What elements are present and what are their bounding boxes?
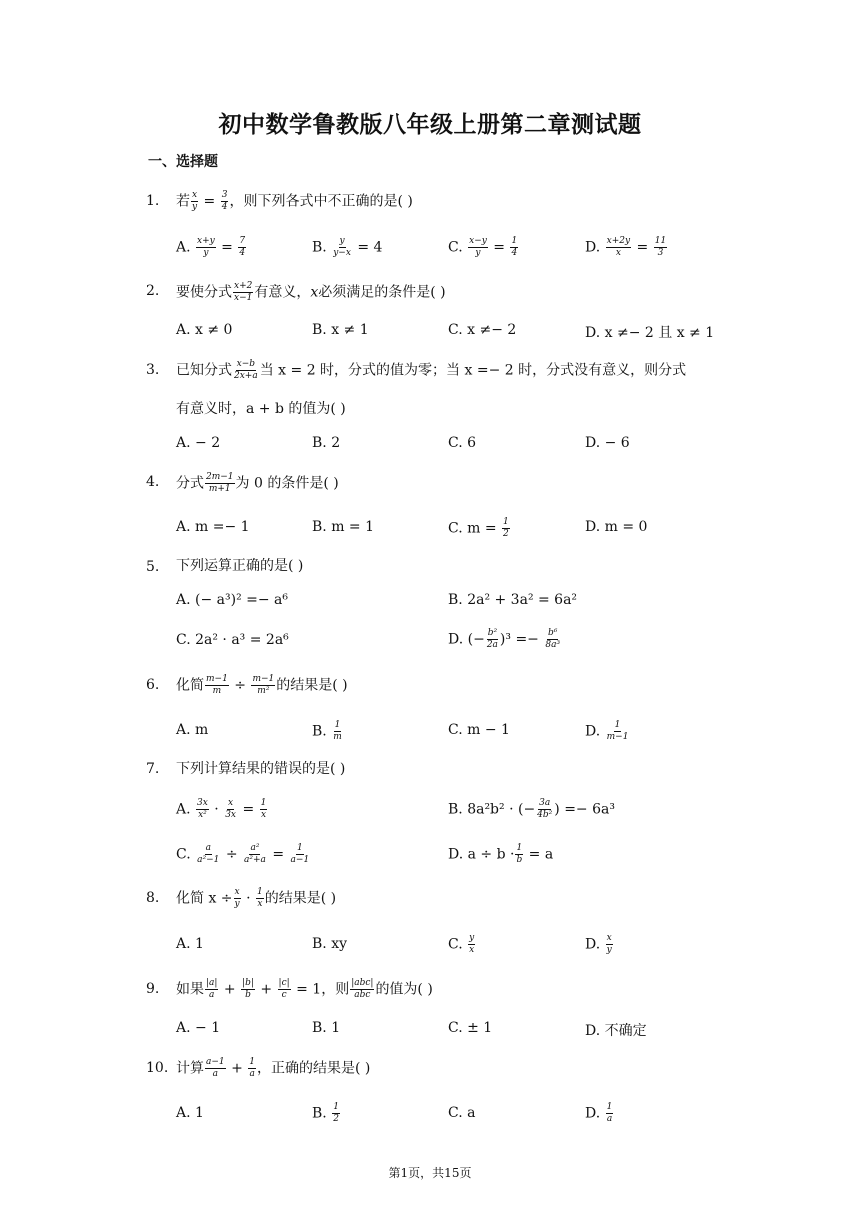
option-a[interactable]: A. (− a³)² =− a⁶	[176, 592, 289, 608]
question-number: 8.	[146, 890, 160, 906]
option-d[interactable]: D. $\frac{x+2y}{x}$ = $\frac{11}{3}$	[585, 236, 667, 258]
option-c[interactable]: C. ± 1	[448, 1020, 493, 1036]
option-d[interactable]: D. $\frac{1}{a}$	[585, 1102, 613, 1124]
option-a[interactable]: A. $\frac{x+y}{y}$ = $\frac{7}{4}$	[176, 236, 246, 258]
option-b[interactable]: B. xy	[312, 936, 347, 952]
option-b[interactable]: B. 2a² + 3a² = 6a²	[448, 592, 578, 608]
question-number: 4.	[146, 474, 160, 490]
option-b[interactable]: B. $\frac{y}{y-x}$ = 4	[312, 236, 383, 258]
option-b[interactable]: B. m = 1	[312, 519, 375, 535]
question-number: 9.	[146, 981, 160, 997]
option-c[interactable]: C. $\frac{y}{x}$	[448, 933, 475, 955]
question-stem: 化简 x ÷ $\frac{x}{y}$ · $\frac{1}{x}$ 的结果是( )	[176, 887, 337, 909]
option-c[interactable]: C. m = $\frac{1}{2}$	[448, 517, 509, 539]
question-number: 2.	[146, 283, 160, 299]
question-number: 1.	[146, 193, 160, 209]
option-d[interactable]: D. m = 0	[585, 519, 648, 535]
question-stem: 要使分式 $\frac{x+2}{x-1}$ 有意义，x必须满足的条件是( )	[176, 281, 446, 303]
option-a[interactable]: A. $\frac{3x}{\text{x²}}$ · $\frac{x}{3x}$ = $\frac{1}{x}$	[176, 798, 267, 820]
option-d[interactable]: D. − 6	[585, 435, 630, 451]
question-number: 5.	[146, 559, 160, 575]
option-c[interactable]: C. $\frac{a}{\text{a²−1}}$ ÷ $\frac{\text{a²}}{\text{a²+a}}$ = $\frac{1}{a-1}$	[176, 843, 310, 865]
option-a[interactable]: A. − 2	[176, 435, 221, 451]
option-b[interactable]: B. 1	[312, 1020, 341, 1036]
option-a[interactable]: A. − 1	[176, 1020, 221, 1036]
option-c[interactable]: C. a	[448, 1105, 476, 1121]
option-c[interactable]: C. 6	[448, 435, 477, 451]
question-stem: 若 $\frac{x}{y}$ = $\frac{3}{4}$ ，则下列各式中不正确的是( )	[176, 190, 413, 212]
question-number: 3.	[146, 362, 160, 378]
option-d[interactable]: D. $\frac{1}{m-1}$	[585, 720, 629, 742]
option-d[interactable]: D. x ≠− 2 且 x ≠ 1	[585, 325, 715, 341]
option-a[interactable]: A. x ≠ 0	[176, 322, 233, 338]
page-footer: 第1页，共15页	[388, 1166, 472, 1180]
option-a[interactable]: A. 1	[176, 1105, 204, 1121]
question-stem-line-2: 有意义时，a + b 的值为( )	[176, 401, 346, 417]
question-stem: 化简 $\frac{m-1}{m}$ ÷ $\frac{m-1}{\text{m²}}$ 的结果是( )	[176, 674, 348, 696]
question-number: 7.	[146, 761, 160, 777]
question-stem: 下列运算正确的是( )	[176, 558, 304, 574]
option-d[interactable]: D. a ÷ b · $\frac{1}{b}$ = a	[448, 843, 554, 865]
section-heading: 一、选择题	[148, 154, 218, 170]
option-c[interactable]: C. m − 1	[448, 722, 510, 738]
option-a[interactable]: A. m	[176, 722, 209, 738]
option-c[interactable]: C. 2a² · a³ = 2a⁶	[176, 632, 289, 648]
option-b[interactable]: B. 2	[312, 435, 341, 451]
question-number: 10.	[146, 1060, 169, 1076]
option-d[interactable]: D. 不确定	[585, 1023, 647, 1039]
question-stem: 分式 $\frac{2m-1}{m+1}$ 为 0 的条件是( )	[176, 472, 339, 494]
option-d[interactable]: D. (− $\frac{\text{b²}}{2a}$ )³ =− $\frac{\text{b⁶}}{\text{8a³}}$	[448, 628, 561, 650]
option-d[interactable]: D. $\frac{x}{y}$	[585, 933, 612, 955]
option-b[interactable]: B. 8a²b² · (− $\frac{3a}{\text{4b²}}$ ) =− 6a³	[448, 798, 615, 820]
question-stem: 计算 $\frac{a-1}{a}$ + $\frac{1}{a}$ ，正确的结果是( )	[176, 1057, 371, 1079]
question-number: 6.	[146, 677, 160, 693]
option-b[interactable]: B. $\frac{1}{m}$	[312, 720, 342, 742]
question-stem: 已知分式 $\frac{x-b}{2x+a}$ 当 x = 2 时，分式的值为零；当 x =− 2 时，分式没有意义，则分式	[176, 359, 687, 381]
option-b[interactable]: B. $\frac{1}{2}$	[312, 1102, 339, 1124]
page-title: 初中数学鲁教版八年级上册第二章测试题	[218, 112, 642, 138]
option-a[interactable]: A. 1	[176, 936, 204, 952]
option-c[interactable]: C. x ≠− 2	[448, 322, 517, 338]
question-stem: 下列计算结果的错误的是( )	[176, 761, 346, 777]
option-a[interactable]: A. m =− 1	[176, 519, 250, 535]
option-c[interactable]: C. $\frac{x-y}{y}$ = $\frac{1}{4}$	[448, 236, 518, 258]
option-b[interactable]: B. x ≠ 1	[312, 322, 369, 338]
question-stem: 如果 $\frac{|a|}{a}$ + $\frac{|b|}{b}$ + $\frac{|c|}{c}$ = 1，则 $\frac{\text{|abc|}}{\text{abc}}$ 的值为( )	[176, 978, 433, 1000]
